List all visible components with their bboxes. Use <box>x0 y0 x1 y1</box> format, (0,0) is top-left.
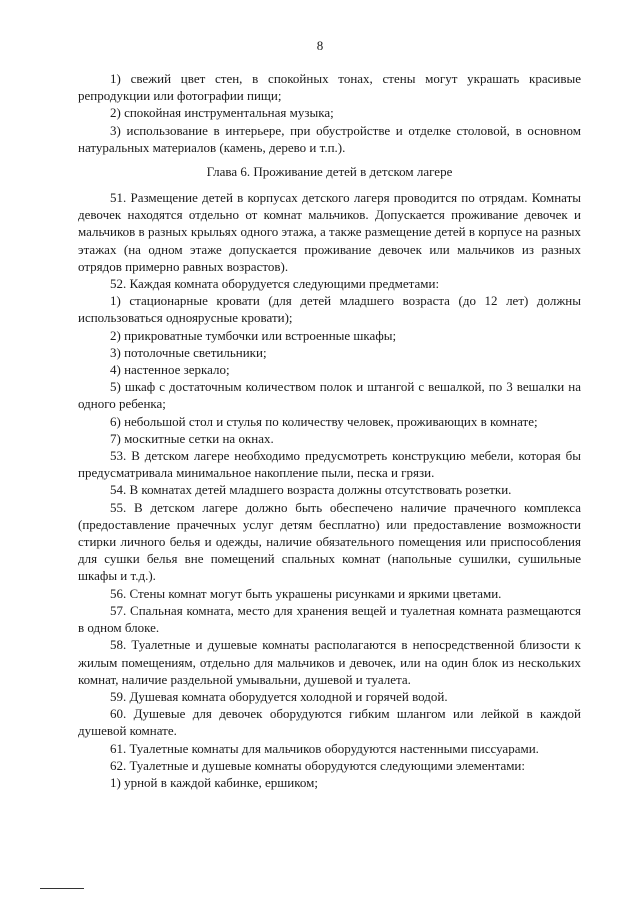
paragraph: 55. В детском лагере должно быть обеспечено наличие прачечного комплекса (предоставление прачечных услуг детям бесплатно) или предоставление возможности стирки личного белья и одежды, наличие обязательного помещения или приспособления для сушки белья вне помещений спальных комнат (напольные сушилки, сушильные шкафы и т.д.). <box>78 499 581 584</box>
paragraph: 60. Душевые для девочек оборудуются гибким шлангом или лейкой в каждой душевой комнате. <box>78 706 581 739</box>
paragraph: 3) использование в интерьере, при обустройстве и отделке столовой, в основном натуральных материалов (камень, дерево и т.п.). <box>78 122 581 155</box>
page-number: 8 <box>316 38 324 53</box>
paragraph: 1) свежий цвет стен, в спокойных тонах, стены могут украшать красивые репродукции или фотографии пищи; <box>78 71 581 104</box>
paragraph: 2) прикроватные тумбочки или встроенные шкафы; <box>110 327 397 343</box>
paragraph: 5) шкаф с достаточным количеством полок и штангой с вешалкой, по 3 вешалки на одного ребенка; <box>78 379 581 412</box>
paragraph: 2) спокойная инструментальная музыка; <box>110 105 334 121</box>
document-body <box>78 70 581 791</box>
paragraph: 61. Туалетные комнаты для мальчиков оборудуются настенными писсуарами. <box>110 740 539 756</box>
paragraph: 6) небольшой стол и стулья по количеству человек, проживающих в комнате; <box>110 413 538 429</box>
paragraph: 59. Душевая комната оборудуется холодной и горячей водой. <box>110 688 448 704</box>
paragraph: 58. Туалетные и душевые комнаты располагаются в непосредственной близости к жилым помещениям, отдельно для мальчиков и девочек, или на один блок из нескольких комнат, наличие раздельной умывальни, душевой и туалета. <box>78 637 581 687</box>
paragraph: 62. Туалетные и душевые комнаты оборудуются следующими элементами: <box>110 757 526 773</box>
paragraph: 56. Стены комнат могут быть украшены рисунками и яркими цветами. <box>110 585 502 601</box>
footer-divider <box>40 888 84 889</box>
paragraph: 57. Спальная комната, место для хранения вещей и туалетная комната размещаются в одном блоке. <box>78 602 581 636</box>
paragraph: 7) москитные сетки на окнах. <box>110 430 274 446</box>
paragraph: 54. В комнатах детей младшего возраста должны отсутствовать розетки. <box>110 482 512 498</box>
paragraph: 1) урной в каждой кабинке, ершиком; <box>110 774 318 790</box>
paragraph: 53. В детском лагере необходимо предусмотреть конструкцию мебели, которая бы предусматривала минимальное накопление пыли, песка и грязи. <box>78 448 581 481</box>
paragraph: 51. Размещение детей в корпусах детского лагеря проводится по отрядам. Комнаты девочек находятся отдельно от комнат мальчиков. Допускается проживание девочек и мальчиков в разных крыльях одного этажа, а также размещение детей в корпусе на разных этажах (на одном этаже допускается проживание девочек или мальчиков из разных отрядов примерно равных возрастов). <box>78 190 581 274</box>
chapter-title: Глава 6. Проживание детей в детском лагере <box>206 164 453 180</box>
paragraph: 1) стационарные кровати (для детей младшего возраста (до 12 лет) должны использоваться одноярусные кровати); <box>78 293 581 326</box>
paragraph: 52. Каждая комната оборудуется следующими предметами: <box>110 276 440 292</box>
paragraph: 3) потолочные светильники; <box>110 344 267 360</box>
paragraph: 4) настенное зеркало; <box>110 362 230 378</box>
